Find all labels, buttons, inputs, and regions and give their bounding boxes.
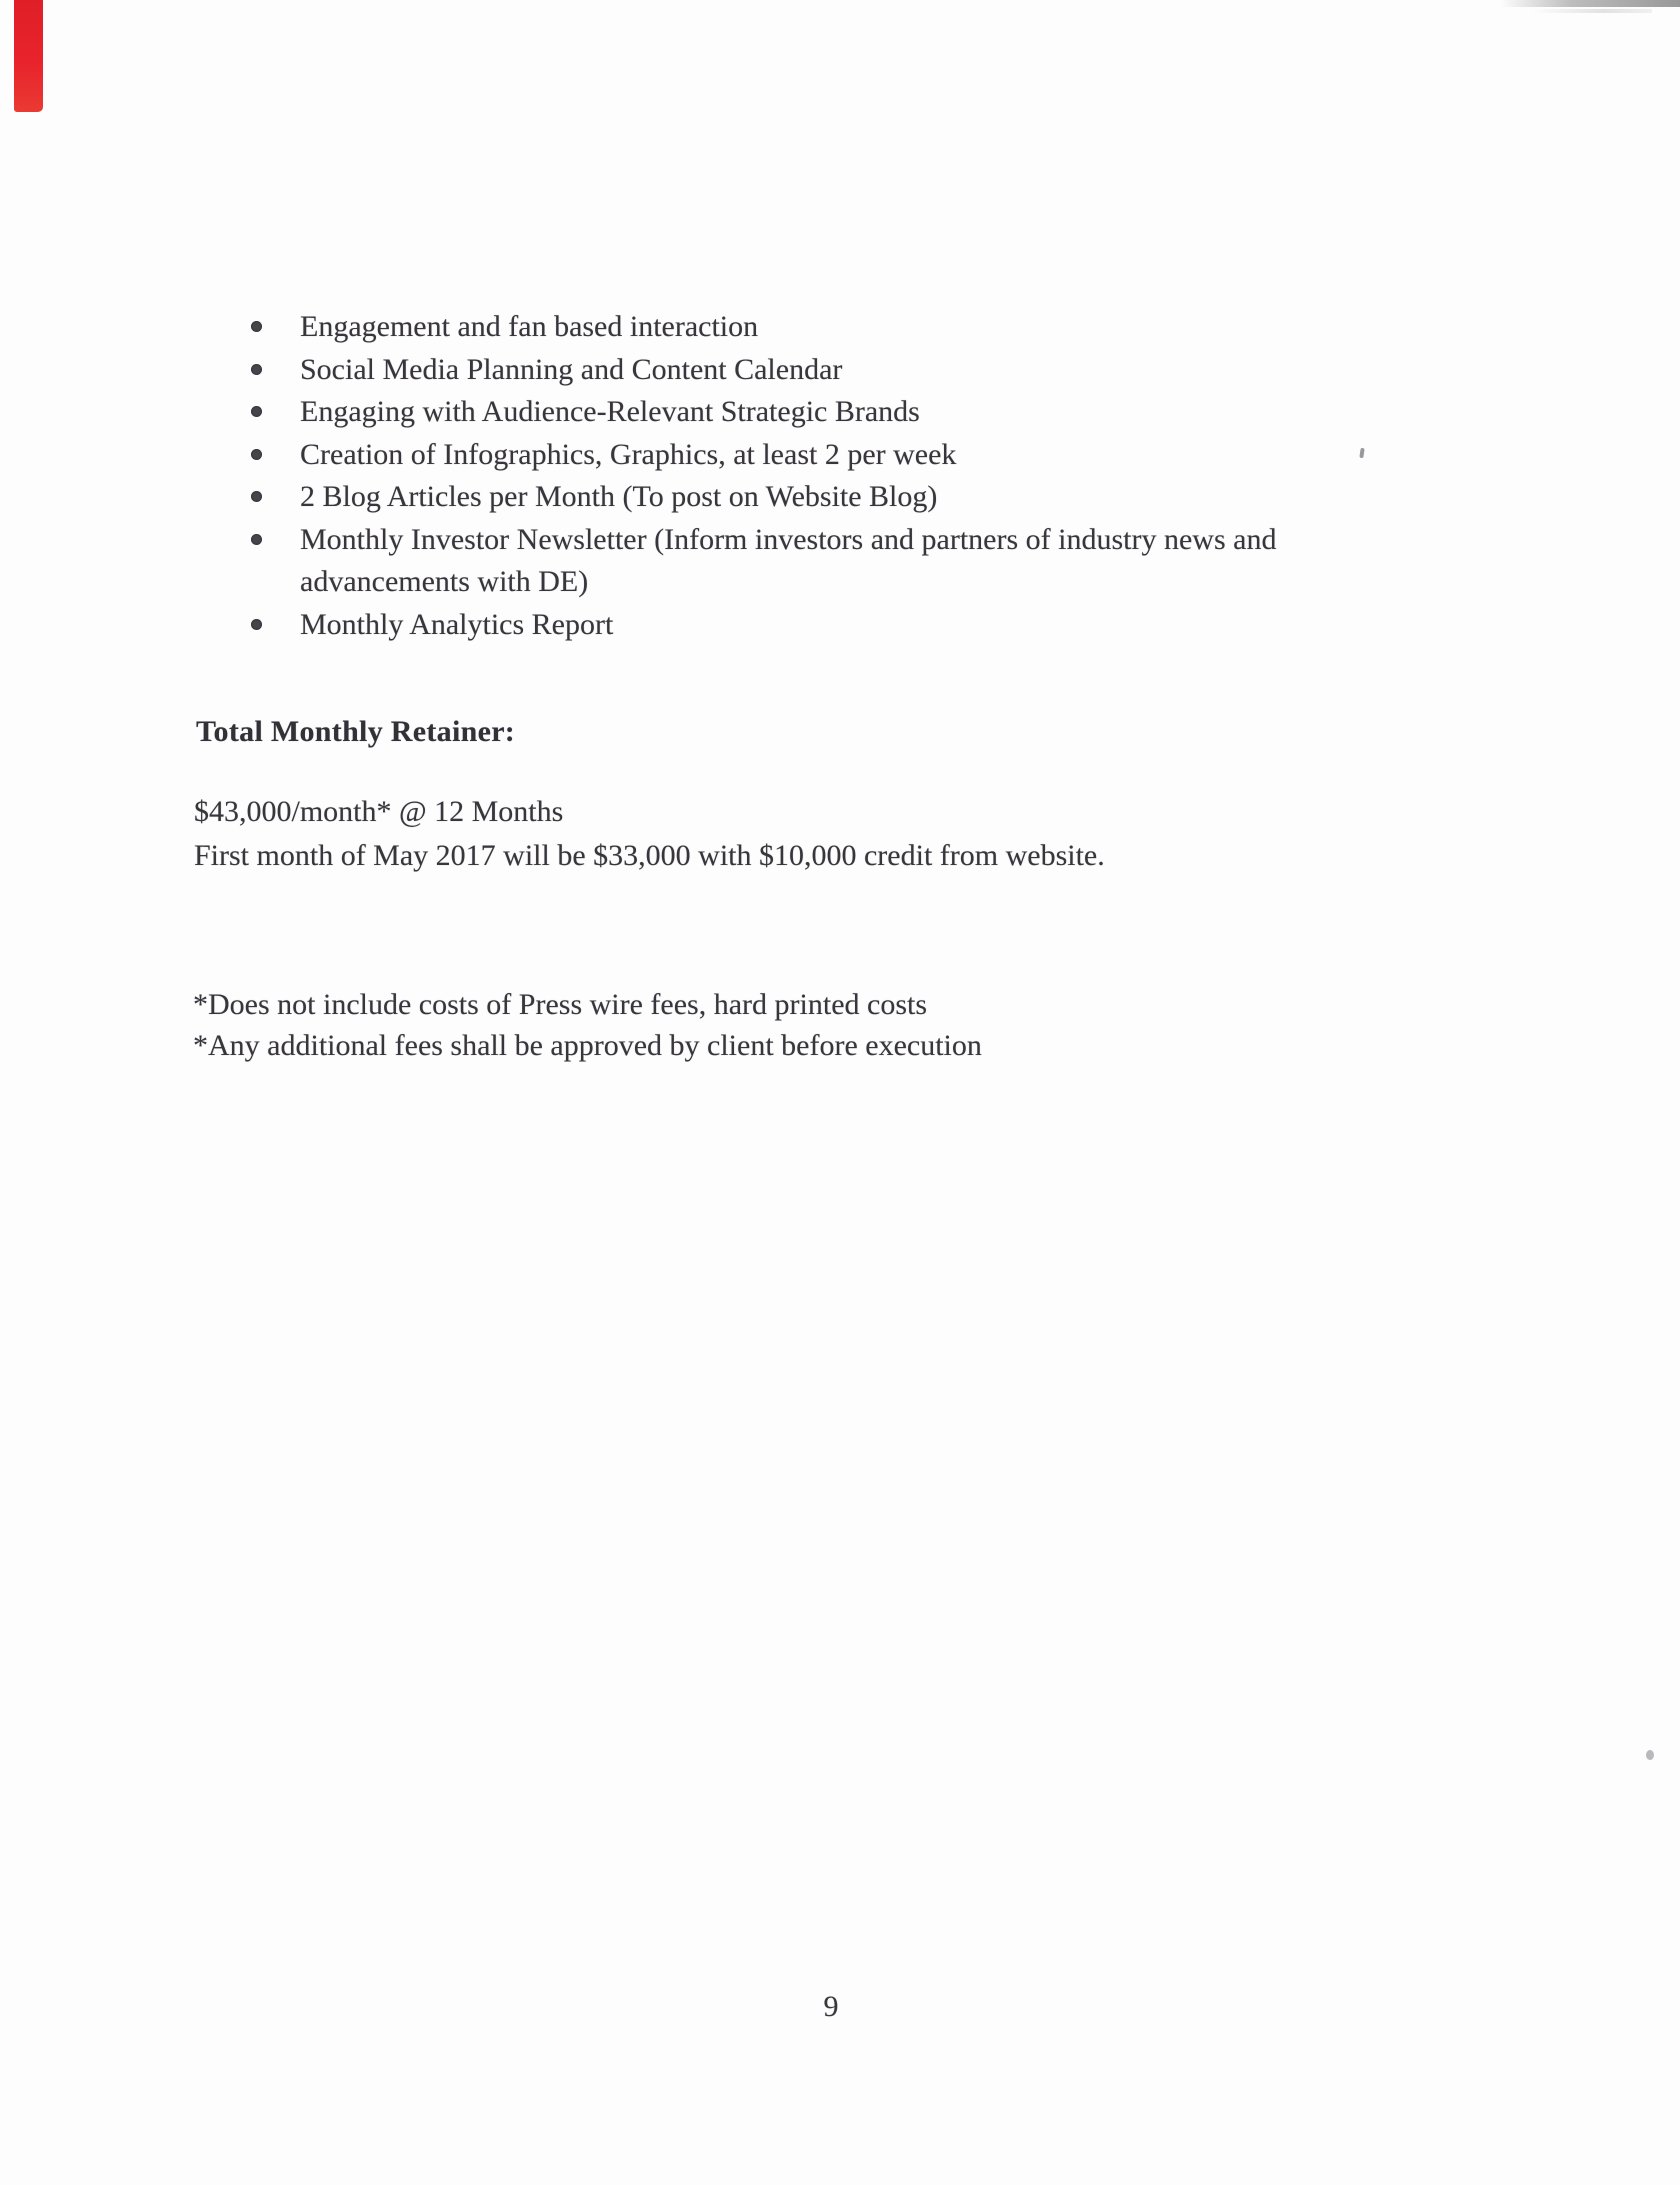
pricing-line: $43,000/month* @ 12 Months bbox=[194, 795, 564, 828]
service-bullet-list bbox=[242, 306, 1276, 646]
list-item bbox=[242, 476, 1276, 519]
bullet-dot-icon bbox=[251, 406, 262, 417]
list-item bbox=[242, 434, 1276, 477]
list-item bbox=[242, 519, 1276, 562]
bullet-text: Creation of Infographics, Graphics, at least 2 per week bbox=[300, 437, 957, 471]
bullet-text: advancements with DE) bbox=[300, 565, 589, 598]
bullet-text: Engagement and fan based interaction bbox=[300, 310, 759, 343]
scan-smudge bbox=[1500, 0, 1680, 7]
bullet-dot-icon bbox=[251, 449, 262, 460]
bullet-text: 2 Blog Articles per Month (To post on Website Blog) bbox=[300, 480, 938, 513]
pricing-line: First month of May 2017 will be $33,000 with $10,000 credit from website. bbox=[194, 839, 1105, 872]
bullet-dot-icon bbox=[251, 364, 262, 375]
bullet-text: Social Media Planning and Content Calendar bbox=[300, 352, 843, 386]
ink-speck bbox=[1646, 1750, 1654, 1760]
pricing-block bbox=[194, 790, 1105, 878]
red-scan-artifact bbox=[14, 0, 43, 112]
page-number: 9 bbox=[823, 1990, 839, 2023]
list-item bbox=[242, 391, 1276, 434]
list-item bbox=[242, 604, 1276, 647]
section-heading: Total Monthly Retainer: bbox=[196, 715, 516, 748]
bullet-text: Monthly Investor Newsletter (Inform investors and partners of industry news and bbox=[300, 522, 1277, 556]
list-item bbox=[242, 349, 1276, 392]
bullet-text: Engaging with Audience-Relevant Strategic Brands bbox=[300, 395, 920, 428]
bullet-dot-icon bbox=[251, 491, 262, 502]
bullet-text: Monthly Analytics Report bbox=[300, 607, 614, 641]
bullet-dot-icon bbox=[251, 534, 262, 545]
list-item-continuation bbox=[242, 561, 1276, 604]
list-item bbox=[242, 306, 1276, 349]
footnote-line: *Any additional fees shall be approved by client before execution bbox=[193, 1028, 982, 1062]
ink-speck bbox=[1359, 448, 1364, 458]
bullet-dot-icon bbox=[251, 321, 262, 332]
bullet-dot-icon bbox=[251, 619, 262, 630]
scan-smudge bbox=[1532, 9, 1652, 13]
footnote-line: *Does not include costs of Press wire fees, hard printed costs bbox=[193, 988, 928, 1021]
footnotes-block bbox=[193, 985, 982, 1066]
